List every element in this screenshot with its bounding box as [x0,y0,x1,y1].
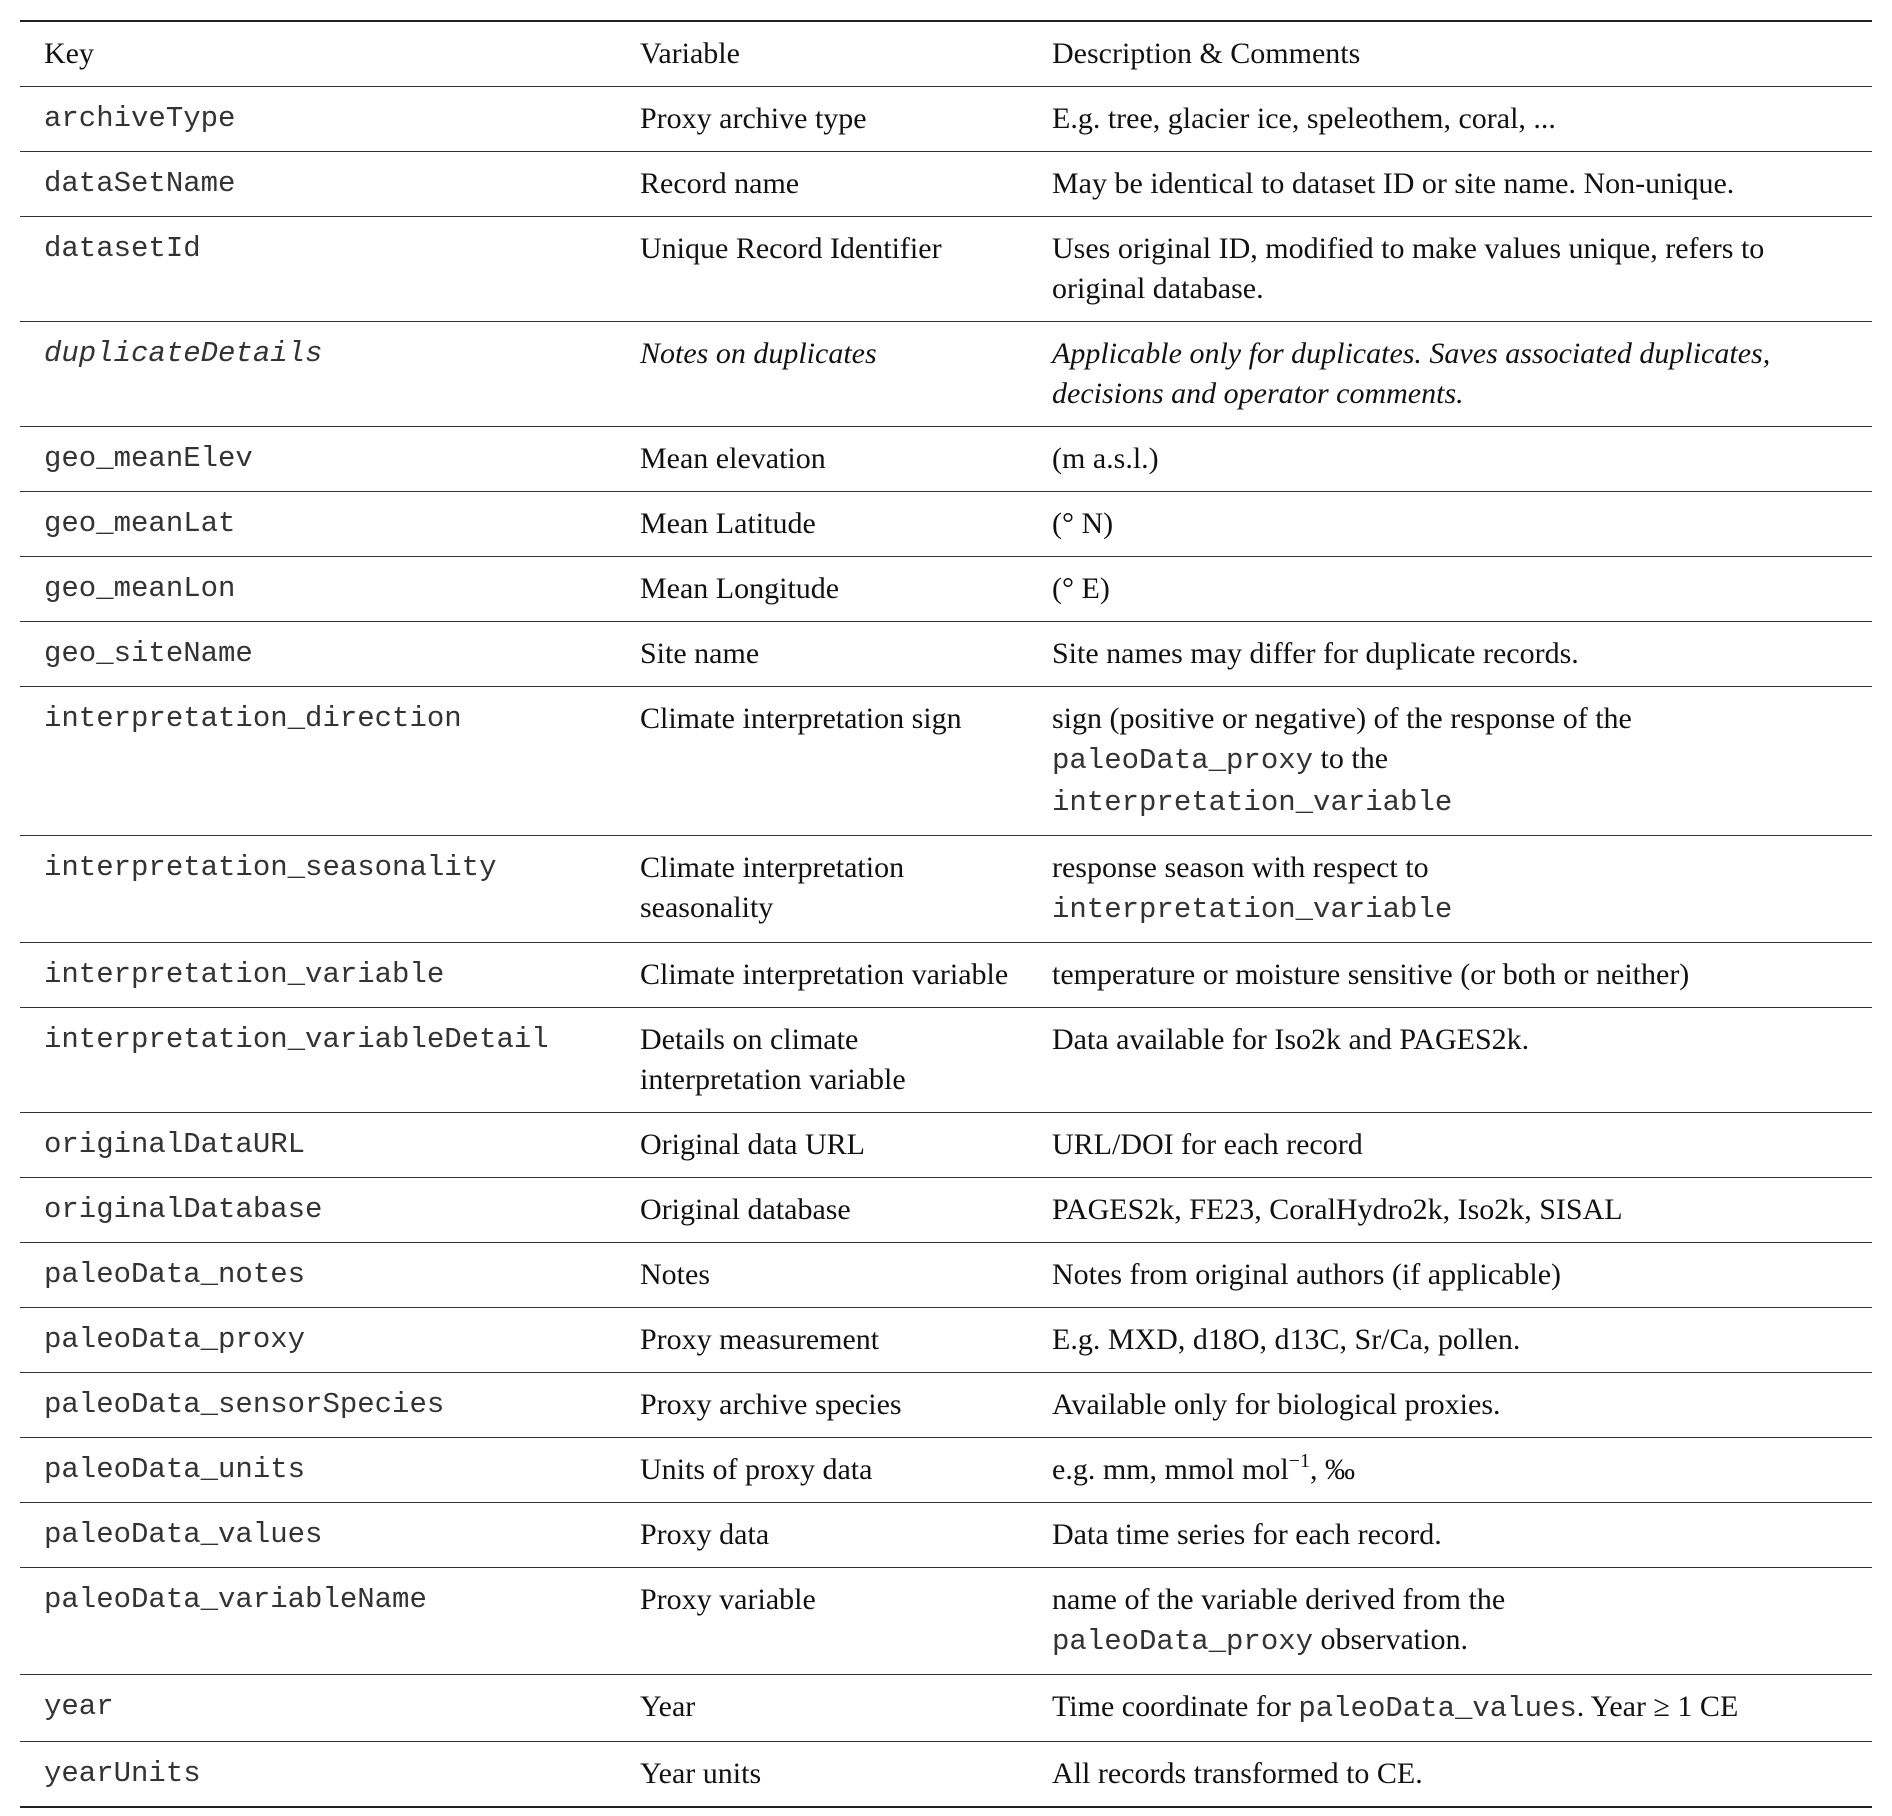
table-row [20,622,1872,687]
row-variable: Site name [640,637,760,670]
table-row [20,1373,1872,1438]
row-key: geo_meanLon [44,572,236,605]
row-variable: Original data URL [640,1128,865,1161]
row-variable: Proxy measurement [640,1323,880,1356]
row-description: Data time series for each record. [1052,1518,1442,1551]
table-row [20,1675,1872,1742]
code-term: paleoData_proxy [1052,744,1314,777]
table-row [20,943,1872,1008]
row-key: geo_meanElev [44,442,253,475]
row-key: paleoData_sensorSpecies [44,1388,445,1421]
description-text: . Year ≥ 1 CE [1576,1690,1739,1723]
table-row [20,152,1872,217]
row-variable: Mean Latitude [640,507,816,540]
row-variable: Mean Longitude [640,572,840,605]
row-key: yearUnits [44,1757,201,1790]
row-description: (° N) [1052,507,1114,540]
table-row [20,492,1872,557]
row-variable: Year units [640,1757,762,1790]
description-text: response season with respect to [1052,851,1429,884]
row-description: May be identical to dataset ID or site name. Non-unique. [1052,167,1735,200]
row-description: E.g. MXD, d18O, d13C, Sr/Ca, pollen. [1052,1323,1521,1356]
table-row [20,1438,1872,1503]
row-variable: Year [640,1690,696,1723]
row-variable: Climate interpretation seasonality [640,851,905,924]
table-row [20,1503,1872,1568]
row-variable: Proxy archive type [640,102,867,135]
code-term: paleoData_proxy [1052,1625,1314,1658]
metadata-table-container [20,20,1872,1808]
row-key: archiveType [44,102,236,135]
table-row [20,1308,1872,1373]
row-variable: Record name [640,167,800,200]
description-text: , ‰ [1309,1453,1355,1486]
row-key: geo_siteName [44,637,253,670]
row-description [1032,1438,1872,1503]
row-key: paleoData_notes [44,1258,306,1291]
description-text: name of the variable derived from the [1052,1583,1506,1616]
row-variable: Original database [640,1193,851,1226]
table-row [20,687,1872,836]
row-key: interpretation_direction [44,702,462,735]
table-row [20,1243,1872,1308]
row-description [1032,687,1872,836]
table-row [20,217,1872,322]
row-description [1032,836,1872,943]
table-row [20,557,1872,622]
row-key: paleoData_units [44,1453,306,1486]
table-row [20,427,1872,492]
row-key: interpretation_variableDetail [44,1023,549,1056]
column-header-variable: Variable [640,37,740,70]
table-row [20,1008,1872,1113]
row-variable: Proxy data [640,1518,770,1551]
row-variable: Climate interpretation sign [640,702,962,735]
row-key: geo_meanLat [44,507,236,540]
row-key: year [44,1690,114,1723]
row-variable: Details on climate interpretation variable [640,1023,906,1096]
row-description: Available only for biological proxies. [1052,1388,1501,1421]
table-row [20,1568,1872,1675]
row-description: Data available for Iso2k and PAGES2k. [1052,1023,1530,1056]
row-variable: Unique Record Identifier [640,232,942,265]
row-key: paleoData_values [44,1518,323,1551]
table-row [20,87,1872,152]
row-key: originalDataURL [44,1128,306,1161]
description-text: e.g. mm, mmol mol [1052,1453,1289,1486]
row-key: paleoData_variableName [44,1583,427,1616]
table-header-row [20,21,1872,87]
row-description: Site names may differ for duplicate records. [1052,637,1579,670]
description-text: to the [1320,742,1389,775]
description-text: sign (positive or negative) of the response of the [1052,702,1632,735]
row-description: Notes from original authors (if applicable) [1052,1258,1562,1291]
column-header-description: Description & Comments [1052,37,1361,70]
row-description: Uses original ID, modified to make values unique, refers to original database. [1052,232,1765,305]
table-row [20,1178,1872,1243]
row-description: Applicable only for duplicates. Saves associated duplicates, decisions and operator comments. [1052,337,1771,410]
code-term: interpretation_variable [1052,786,1453,819]
row-variable: Notes [640,1258,710,1291]
table-row [20,836,1872,943]
row-key: paleoData_proxy [44,1323,306,1356]
row-description: E.g. tree, glacier ice, speleothem, coral, ... [1052,102,1556,135]
table-row [20,1742,1872,1808]
row-description: temperature or moisture sensitive (or both or neither) [1052,958,1690,991]
table-row [20,1113,1872,1178]
row-key: interpretation_variable [44,958,445,991]
row-description [1032,1568,1872,1675]
row-description [1032,1675,1872,1742]
metadata-table [20,20,1872,1808]
description-text: Time coordinate for [1052,1690,1291,1723]
row-variable: Proxy variable [640,1583,816,1616]
row-key: interpretation_seasonality [44,851,497,884]
row-key: datasetId [44,232,201,265]
superscript-exponent: −1 [1288,1450,1310,1472]
row-variable: Proxy archive species [640,1388,902,1421]
row-key: originalDatabase [44,1193,323,1226]
row-description: All records transformed to CE. [1052,1757,1423,1790]
column-header-key: Key [44,37,94,70]
code-term: paleoData_values [1298,1692,1577,1725]
row-description: (° E) [1052,572,1110,605]
row-description: PAGES2k, FE23, CoralHydro2k, Iso2k, SISAL [1052,1193,1623,1226]
row-description: URL/DOI for each record [1052,1128,1363,1161]
description-text: observation. [1320,1623,1469,1656]
code-term: interpretation_variable [1052,893,1453,926]
row-description: (m a.s.l.) [1052,442,1159,475]
table-row [20,322,1872,427]
row-variable: Units of proxy data [640,1453,873,1486]
row-key: duplicateDetails [44,337,323,370]
row-key: dataSetName [44,167,236,200]
row-variable: Notes on duplicates [640,337,877,370]
row-variable: Climate interpretation variable [640,958,1009,991]
row-variable: Mean elevation [640,442,826,475]
